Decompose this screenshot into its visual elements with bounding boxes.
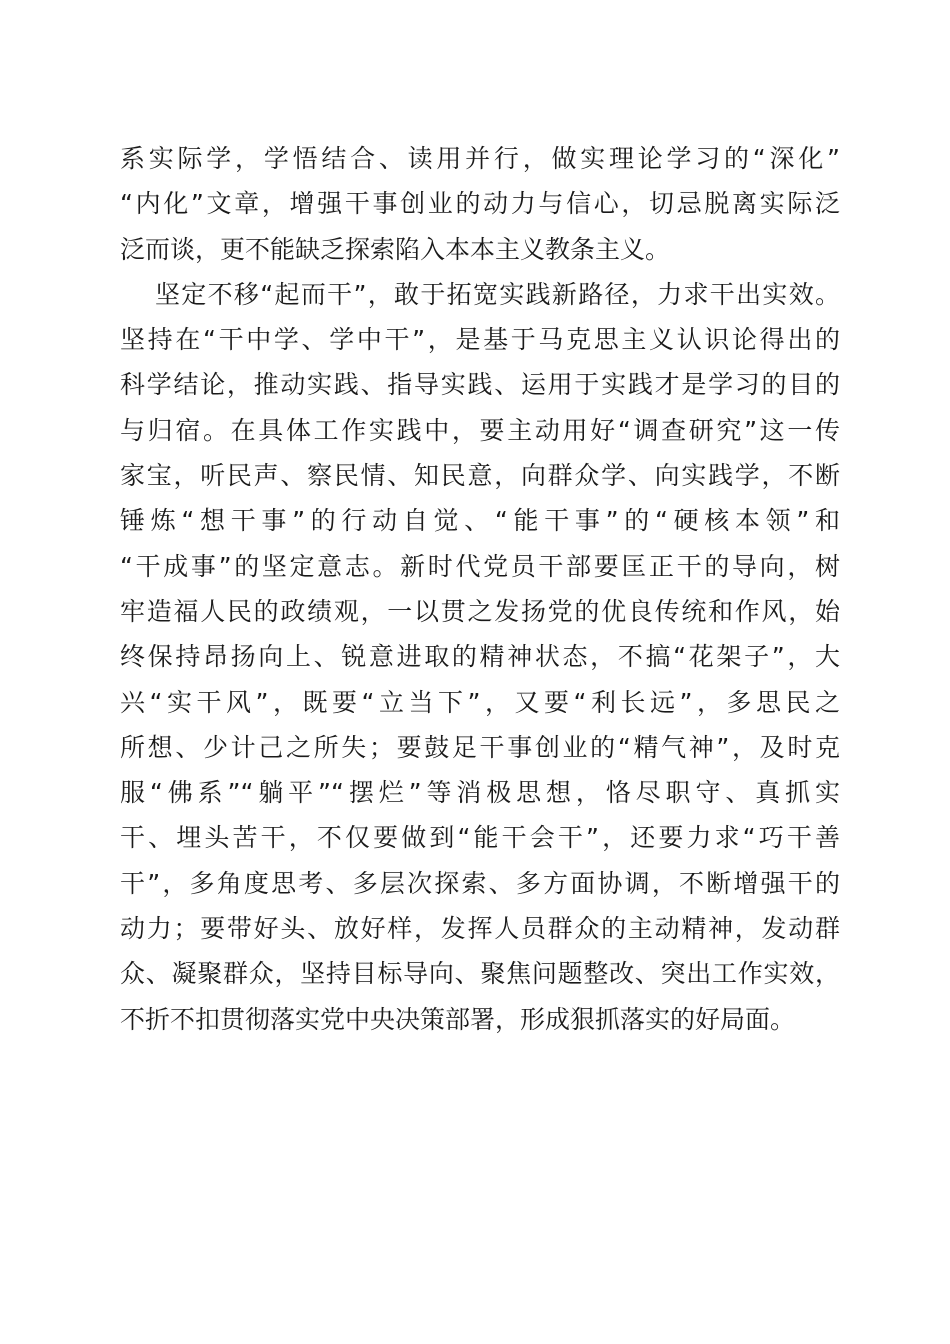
text-line: 终保持昂扬向上、锐意进取的精神状态，不搞“花架子”，大 bbox=[120, 642, 840, 672]
document-body bbox=[120, 136, 840, 1042]
text-line: 家宝，听民声、察民情、知民意，向群众学、向实践学，不断 bbox=[120, 461, 840, 491]
paragraph-1 bbox=[120, 136, 840, 272]
text-line: “干成事”的坚定意志。新时代党员干部要匡正干的导向，树 bbox=[120, 551, 840, 581]
text-line: 兴“实干风”，既要“立当下”，又要“利长远”，多思民之 bbox=[120, 687, 840, 717]
text-line: 与归宿。在具体工作实践中，要主动用好“调查研究”这一传 bbox=[120, 415, 840, 445]
text-line: 科学结论，推动实践、指导实践、运用于实践才是学习的目的 bbox=[120, 370, 840, 400]
text-line: 动力；要带好头、放好样，发挥人员群众的主动精神，发动群 bbox=[120, 914, 840, 944]
text-line: 锤炼“想干事”的行动自觉、“能干事”的“硬核本领”和 bbox=[120, 506, 840, 536]
text-line: 系实际学，学悟结合、读用并行，做实理论学习的“深化” bbox=[120, 144, 840, 173]
text-line: “内化”文章，增强干事创业的动力与信心，切忌脱离实际泛 bbox=[120, 189, 840, 219]
text-line: 干”，多角度思考、多层次探索、多方面协调，不断增强干的 bbox=[120, 868, 840, 898]
text-line: 所想、少计己之所失；要鼓足干事创业的“精气神”，及时克 bbox=[120, 732, 840, 762]
text-line: 坚定不移“起而干”，敢于拓宽实践新路径，力求干出实效。 bbox=[155, 279, 840, 309]
text-line: 众、凝聚群众，坚持目标导向、聚焦问题整改、突出工作实效， bbox=[120, 959, 840, 989]
text-line: 服“佛系”“躺平”“摆烂”等消极思想，恪尽职守、真抓实 bbox=[120, 778, 840, 808]
text-line: 坚持在“干中学、学中干”，是基于马克思主义认识论得出的 bbox=[120, 325, 840, 355]
text-line: 不折不扣贯彻落实党中央决策部署，形成狠抓落实的好局面。 bbox=[120, 1004, 796, 1034]
text-line: 牢造福人民的政绩观，一以贯之发扬党的优良传统和作风，始 bbox=[120, 596, 840, 626]
paragraph-2 bbox=[120, 272, 840, 1042]
text-line: 干、埋头苦干，不仅要做到“能干会干”，还要力求“巧干善 bbox=[120, 823, 840, 853]
text-line: 泛而谈，更不能缺乏探索陷入本本主义教条主义。 bbox=[120, 234, 671, 264]
